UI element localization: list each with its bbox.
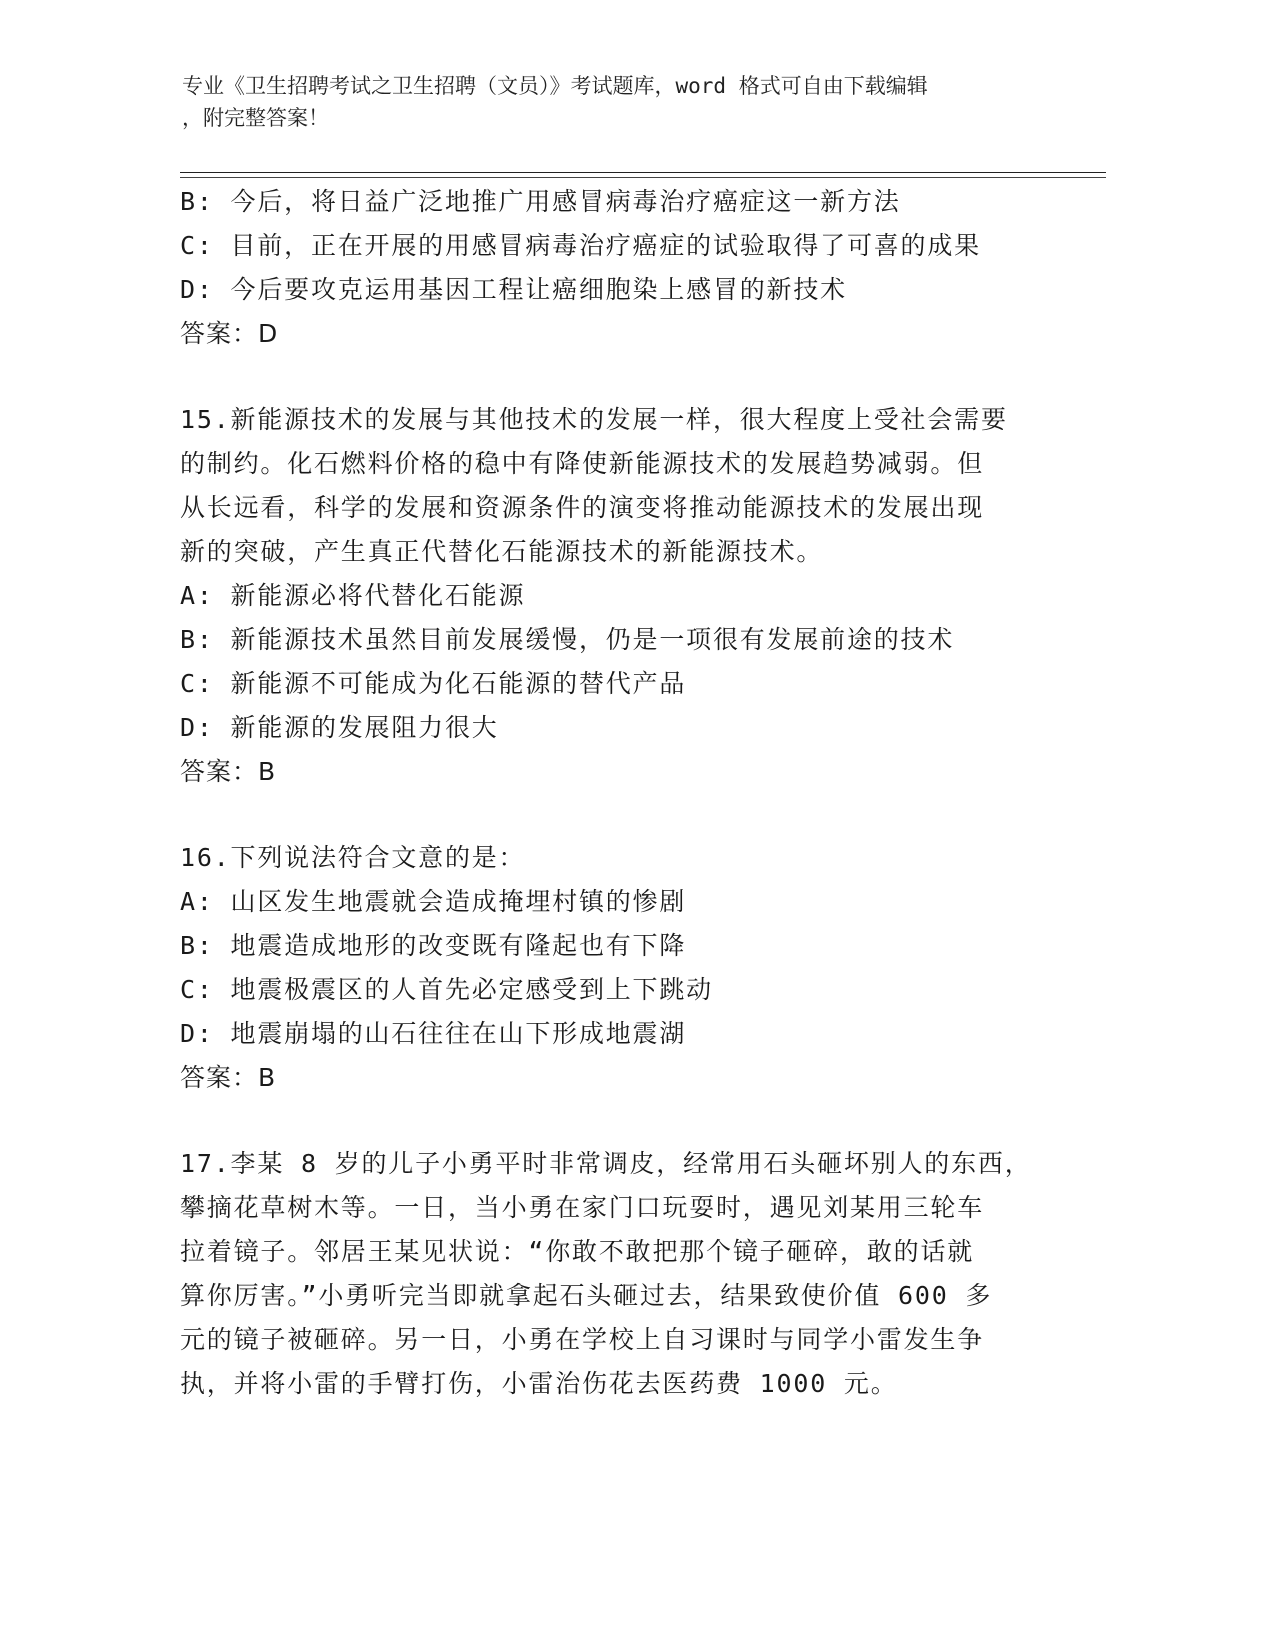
question-stem-line: 攀摘花草树木等。一日，当小勇在家门口玩耍时，遇见刘某用三轮车 <box>180 1193 985 1222</box>
option-c: C: 新能源不可能成为化石能源的替代产品 <box>180 669 687 698</box>
question-stem-line: 新的突破，产生真正代替化石能源技术的新能源技术。 <box>180 537 824 566</box>
question-stem-line: 15.新能源技术的发展与其他技术的发展一样，很大程度上受社会需要 <box>180 405 1008 434</box>
option-c: C: 目前，正在开展的用感冒病毒治疗癌症的试验取得了可喜的成果 <box>180 231 981 260</box>
header-line-2: ，附完整答案！ <box>182 106 329 130</box>
question-stem-line: 16.下列说法符合文意的是： <box>180 843 526 872</box>
option-b: B: 地震造成地形的改变既有隆起也有下降 <box>180 931 687 960</box>
question-17 <box>180 1142 1080 1406</box>
question-stem-line: 执，并将小雷的手臂打伤，小雷治伤花去医药费 1000 元。 <box>180 1369 898 1398</box>
option-a: A: 山区发生地震就会造成掩埋村镇的惨剧 <box>180 887 687 916</box>
option-c: C: 地震极震区的人首先必定感受到上下跳动 <box>180 975 713 1004</box>
spacer <box>180 794 1080 836</box>
header-divider-thick <box>180 172 1106 173</box>
question-stem-line: 元的镜子被砸碎。另一日，小勇在学校上自习课时与同学小雷发生争 <box>180 1325 985 1354</box>
question-stem-line: 从长远看，科学的发展和资源条件的演变将推动能源技术的发展出现 <box>180 493 985 522</box>
question-stem-line: 17.李某 8 岁的儿子小勇平时非常调皮，经常用石头砸坏别人的东西， <box>180 1149 1032 1178</box>
answer-line: 答案：B <box>180 1063 277 1092</box>
option-d: D: 今后要攻克运用基因工程让癌细胞染上感冒的新技术 <box>180 275 847 304</box>
question-15 <box>180 398 1080 794</box>
header-divider-thin <box>180 177 1106 178</box>
question-14-tail <box>180 180 1080 356</box>
option-b: B: 今后，将日益广泛地推广用感冒病毒治疗癌症这一新方法 <box>180 187 901 216</box>
option-d: D: 地震崩塌的山石往往在山下形成地震湖 <box>180 1019 687 1048</box>
answer-line: 答案：D <box>180 319 279 348</box>
option-b: B: 新能源技术虽然目前发展缓慢，仍是一项很有发展前途的技术 <box>180 625 955 654</box>
question-16 <box>180 836 1080 1100</box>
question-stem-line: 算你厉害。”小勇听完当即就拿起石头砸过去，结果致使价值 600 多 <box>180 1281 993 1310</box>
answer-line: 答案：B <box>180 757 277 786</box>
question-stem-line: 的制约。化石燃料价格的稳中有降使新能源技术的发展趋势减弱。但 <box>180 449 985 478</box>
header-line-1: 专业《卫生招聘考试之卫生招聘（文员）》考试题库，word 格式可自由下载编辑 <box>182 74 928 98</box>
page-header <box>182 70 1062 134</box>
question-stem-line: 拉着镜子。邻居王某见状说：“你敢不敢把那个镜子砸碎，敢的话就 <box>180 1237 975 1266</box>
spacer <box>180 356 1080 398</box>
document-body <box>180 180 1080 1406</box>
option-d: D: 新能源的发展阻力很大 <box>180 713 499 742</box>
spacer <box>180 1100 1080 1142</box>
option-a: A: 新能源必将代替化石能源 <box>180 581 526 610</box>
